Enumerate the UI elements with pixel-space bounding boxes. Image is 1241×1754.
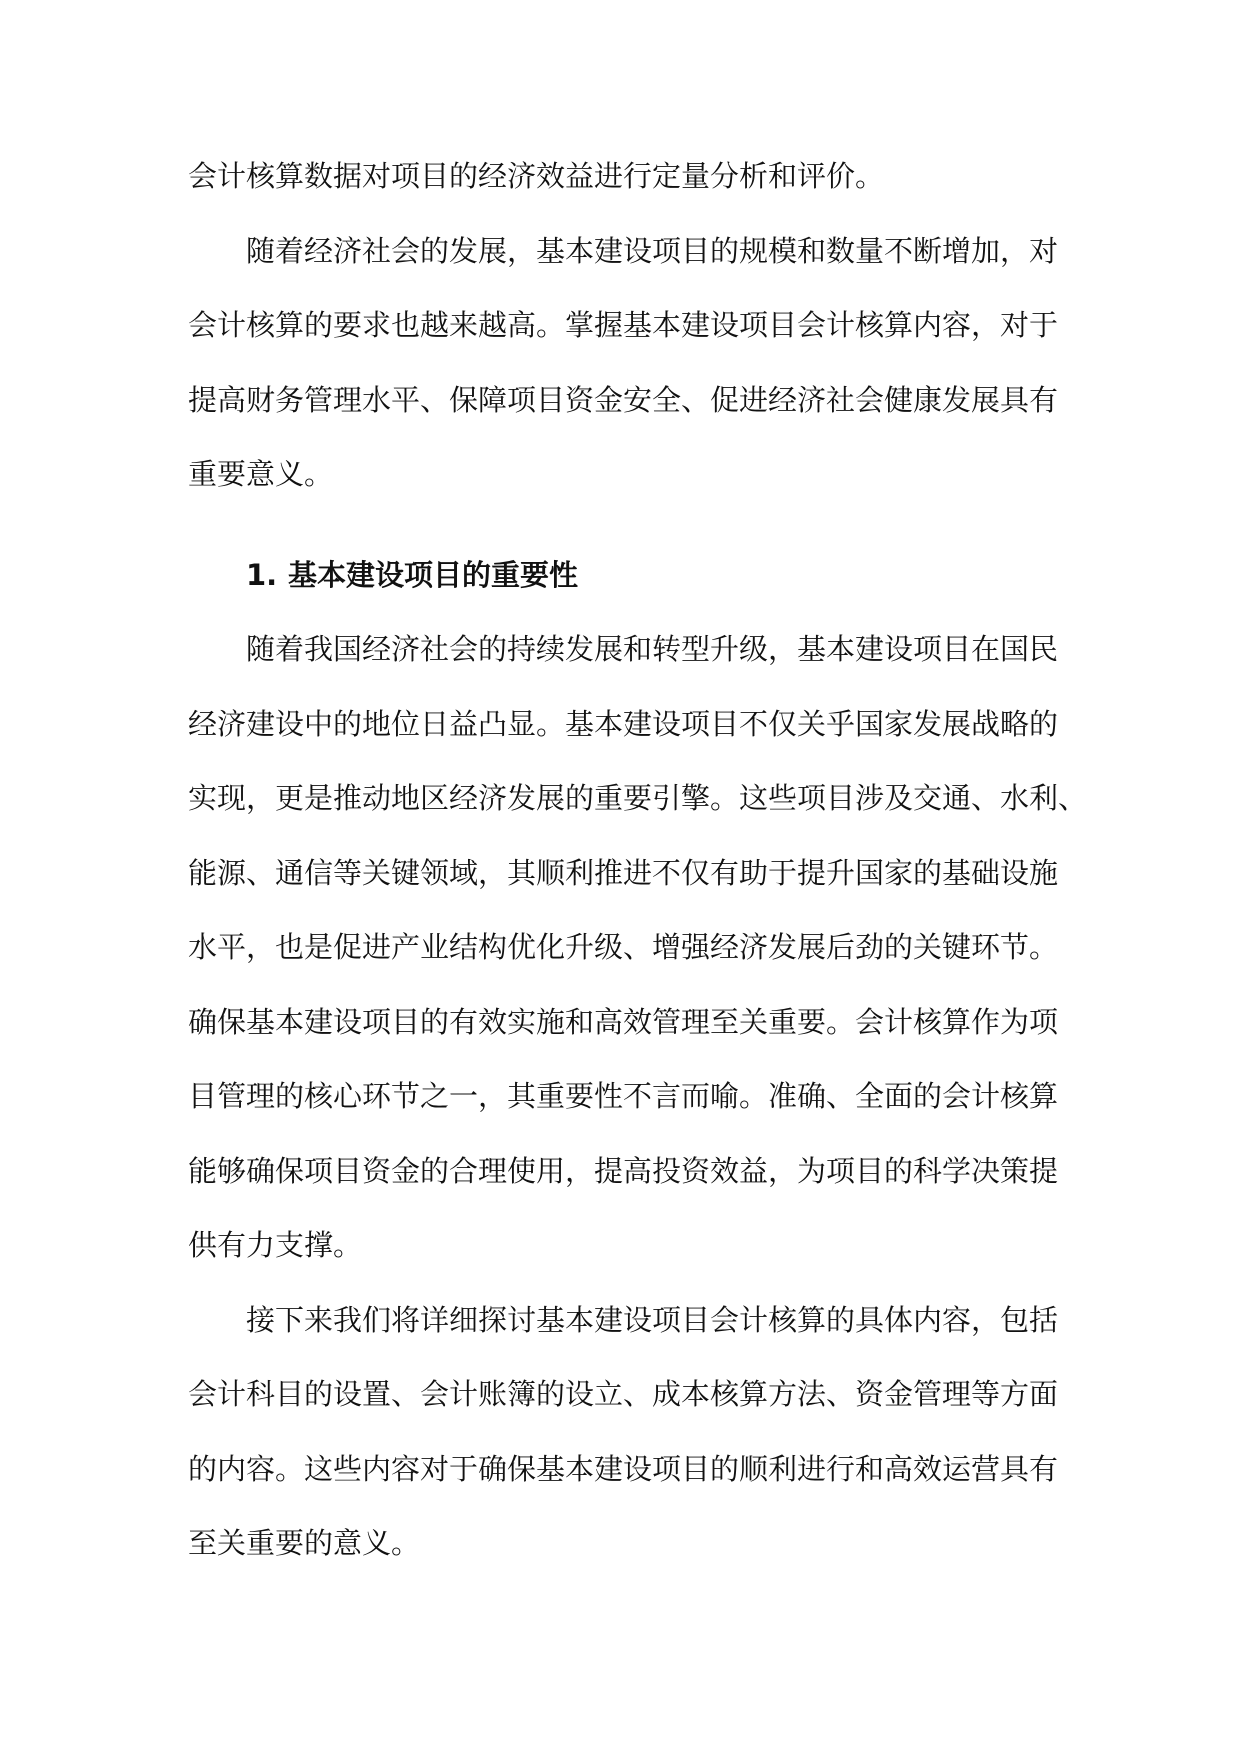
text-line: 供有力支撑。: [188, 1228, 363, 1262]
text-line: 提高财务管理水平、保障项目资金安全、促进经济社会健康发展具有: [188, 382, 1059, 417]
text-line: 能够确保项目资金的合理使用，提高投资效益，为项目的科学决策提: [188, 1153, 1059, 1188]
paragraph: [188, 139, 1058, 214]
text-line: 经济建设中的地位日益凸显。基本建设项目不仅关乎国家发展战略的: [188, 706, 1059, 741]
text-line: 随着我国经济社会的持续发展和转型升级，基本建设项目在国民: [246, 632, 1059, 666]
paragraph: [188, 612, 1088, 1283]
text-line: 目管理的核心环节之一，其重要性不言而喻。准确、全面的会计核算: [188, 1079, 1059, 1113]
text-line: 确保基本建设项目的有效实施和高效管理至关重要。会计核算作为项: [188, 1004, 1059, 1039]
paragraph: [188, 1283, 1058, 1581]
text-line: 会计科目的设置、会计账簿的设立、成本核算方法、资金管理等方面: [188, 1377, 1059, 1411]
text-line: 会计核算的要求也越来越高。掌握基本建设项目会计核算内容，对于: [188, 308, 1059, 342]
text-line: 至关重要的意义。: [188, 1526, 421, 1560]
text-line: 会计核算数据对项目的经济效益进行定量分析和评价。: [188, 159, 885, 193]
document-body: [188, 139, 1088, 1581]
text-line: 水平，也是促进产业结构优化升级、增强经济发展后劲的关键环节。: [188, 930, 1059, 964]
text-line: 实现，更是推动地区经济发展的重要引擎。这些项目涉及交通、水利、: [188, 781, 1088, 815]
text-line: 的内容。这些内容对于确保基本建设项目的顺利进行和高效运营具有: [188, 1451, 1059, 1486]
text-line: 接下来我们将详细探讨基本建设项目会计核算的具体内容，包括: [246, 1302, 1059, 1337]
section-heading: [188, 538, 1058, 613]
section-number: 1.: [246, 557, 278, 592]
section-title: 基本建设项目的重要性: [288, 557, 579, 592]
text-line: 能源、通信等关键领域，其顺利推进不仅有助于提升国家的基础设施: [188, 855, 1059, 890]
text-line: 重要意义。: [188, 457, 334, 491]
paragraph: [188, 214, 1058, 512]
section-spacer: [188, 512, 1058, 538]
text-line: 随着经济社会的发展，基本建设项目的规模和数量不断增加，对: [246, 233, 1059, 268]
